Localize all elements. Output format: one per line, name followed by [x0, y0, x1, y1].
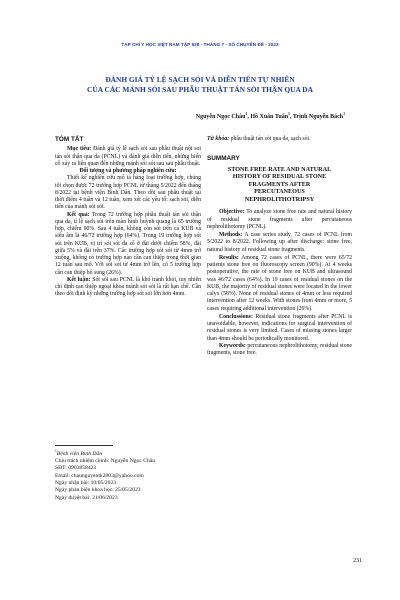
en-methods-paragraph: [207, 232, 352, 254]
footnote-phone: SĐT: 0903858423: [55, 465, 97, 472]
english-title-line: PERCUTANEOUS: [254, 188, 305, 196]
results-paragraph: [55, 212, 201, 277]
en-keywords-text: percutaneous nephrolithotomy, residual stone fragments, stone free.: [207, 342, 352, 357]
footnote-affiliation: [55, 448, 205, 458]
en-objective-paragraph: [207, 209, 352, 231]
en-conclusion-paragraph: [207, 314, 352, 343]
en-results-text: Among 72 cases of PCNL, there were 65/72 patients stone free on fluoroscopy screen (90%). At 4 weeks postoperative, the rate of stone free on KUB and ultrasound was 46/72 cases (64%). In 19 cases of residual stones on the KUB, the majority of residual stones were located in the lower calyx (58%). None of residual stones of 4mm or less required intervention after 12 weeks. With stones from 4mm or more, 5 cases requiring additional intervention (26%).: [207, 254, 352, 312]
footnote-mark: 1: [55, 449, 57, 453]
conclusion-paragraph: [55, 277, 201, 299]
methods-heading: Đối tượng và phương pháp nghiên cứu:: [79, 168, 177, 174]
objective-paragraph: [55, 146, 201, 168]
journal-header: TẠP CHÍ Y HỌC VIỆT NAM TẬP 528 - THÁNG 7 - SỐ CHUYÊN ĐỀ - 2023: [121, 42, 279, 47]
footnote-accepted: Ngày duyệt bài: 21/06/2023: [55, 494, 118, 501]
objective-text: Đánh giá tỷ lệ sạch sỏi sau phẫu thuật nội soi tán sỏi thận qua da (PCNL) và đánh giá diễn tiến, những biến cố xảy ra liên quan đến những mảnh sỏi sót sau sau phẫu thuật.: [55, 146, 202, 167]
english-title-line: HISTORY OF RESIDUAL STONE: [232, 173, 327, 181]
keywords-vi-text: phẫu thuật tán sỏi qua da, sạch sỏi.: [230, 136, 311, 142]
abstract-vi-heading: TÓM TẮT: [55, 136, 84, 143]
objective-label: Mục tiêu:: [67, 146, 92, 153]
english-title-line: STONE FREE RATE AND NATURAL: [227, 165, 332, 173]
english-title: [207, 166, 352, 204]
footnote-email: Email: chaunguyentk2003@yahoo.com: [55, 472, 144, 479]
keywords-vi-label: Từ khóa:: [207, 136, 230, 142]
title-line: ĐÁNH GIÁ TỶ LỆ SẠCH SỎI VÀ DIỄN TIẾN TỰ NHIÊN: [105, 75, 295, 84]
author-name: Trịnh Nguyễn Bách: [292, 114, 344, 120]
english-title-line: FRAGMENTS AFTER: [248, 180, 311, 188]
summary-heading: SUMMARY: [207, 155, 240, 163]
keywords-vi: [207, 136, 352, 143]
affiliation-text: Bệnh viện Bình Dân: [56, 450, 103, 457]
author-name: Hồ Xuân Tuấn: [250, 114, 289, 120]
author-list: [196, 112, 345, 120]
en-conclusion-label: Conclussions:: [219, 313, 253, 320]
abstract-en: [207, 136, 352, 357]
title-line: CỦA CÁC MẢNH SỎI SAU PHẪU THUẬT TÁN SỎI THẬN QUA DA: [87, 84, 313, 94]
en-results-paragraph: [207, 255, 352, 313]
author-separator: ,: [247, 114, 251, 120]
abstract-vi: [55, 136, 201, 299]
conclusion-text: Sót sỏi sau PCNL là khó tránh khỏi, tuy nhiên chỉ định can thiệp ngoại khoa mảnh sỏi sót là rất hạn chế. Cần theo dõi định kỳ những trường hợp sót sỏi lớn hơn 4mm.: [55, 276, 201, 298]
affiliation-mark: 1: [343, 112, 345, 116]
en-keywords-paragraph: [207, 343, 352, 358]
en-results-label: Results:: [219, 254, 239, 261]
affiliation-mark: 1: [245, 112, 248, 116]
results-label: Kết quả:: [67, 211, 90, 218]
footnote-responsible: Chịu trách nhiệm chính: Nguyễn Ngọc Châu: [55, 458, 156, 465]
footnote-reviewed: Ngày phản biện khoa học: 25/05/2023: [55, 487, 141, 494]
page-number: 231: [353, 558, 362, 564]
conclusion-label: Kết luận:: [67, 276, 91, 283]
english-title-line: NEPHROLITHOTRIPSY: [244, 195, 315, 203]
en-keywords-label: Keywords:: [219, 342, 246, 349]
en-methods-label: Methods:: [219, 232, 243, 239]
en-objective-label: Objective:: [219, 209, 245, 216]
article-title: [36, 75, 364, 94]
en-conclusion-text: Residual stone fragments after PCNL is unavoidable, however, indications for surgical intervention of residual stones is very limited. Cases of missing stones larger than 4mm should be periodically monitored.: [207, 313, 353, 342]
author-name: Nguyễn Ngọc Châu: [195, 114, 246, 120]
affiliation-mark: 1: [288, 112, 290, 116]
methods-text: Thiết kế nghiên cứu mô tả hàng loạt trường hợp, chúng tôi chọn được 72 trường hợp PCNL từ tháng 5/2022 đến tháng 8/2022 tại bệnh viện Bình Dân. Theo dõi sau phẫu thuật tại thời điểm 4 tuần và 12 tuần, xem xét các yếu tố: sạch sỏi, diễn tiến của mảnh sỏi sót.: [55, 175, 201, 211]
results-text: Trong 72 trường hợp phẫu thuật tán sỏi thận qua da, tỉ lệ sạch sỏi trên màn hình huỳnh quang là 65 trường hợp, chiếm 90%. Sau 4 tuần, không còn sỏi trên cả KUB và siêu âm là 46/72 trường hợp (64%). Trong 19 trường hợp sót sỏi trên KUB, vị trí sỏi sót đa số ở đài dưới chiếm 58%, đài giữa 5% và đài trên 37%. Các trường hợp sót sót từ 4mm trở xuống, không có trường hợp nào cần can thiệp trong thời gian 12 tuần sau mổ. Với sỏi sót từ 4mm trở lên, có 5 trường hợp cần can thiệp bổ sung (26%).: [55, 211, 201, 276]
en-methods-text: A case series study, 72 cases of PCNL from 5/2022 to 8/2022. Following up after discharge: stone free, natural history of residual stone fragments.: [207, 232, 352, 253]
footnotes: [55, 448, 205, 502]
en-objective-text: To analyze stone free rate and natural history of residual stone fragments after percutaneous nephrolithotomy (PCNL).: [207, 209, 352, 230]
footnote-divider: [55, 445, 113, 446]
author-separator: ,: [289, 114, 293, 120]
footnote-received: Ngày nhận bài: 10/05/2023: [55, 480, 117, 487]
